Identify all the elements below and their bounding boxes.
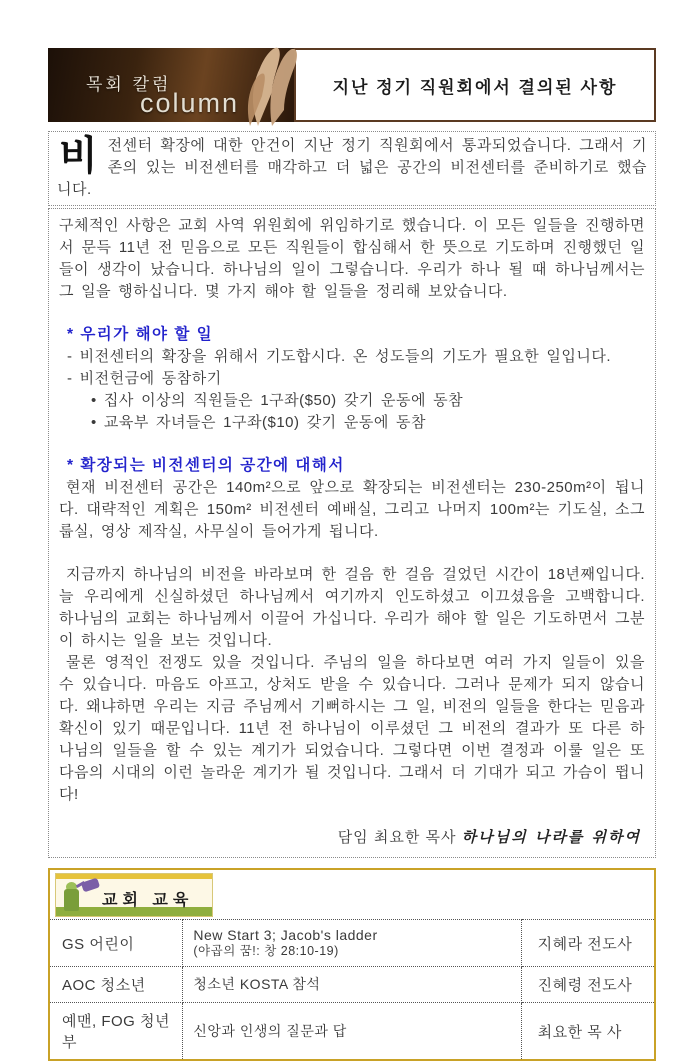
todo-subitem-2: • 교육부 자녀들은 1구좌($10) 갖기 운동에 동참 — [91, 414, 426, 431]
paragraph-space: 현재 비전센터 공간은 140m²으로 앞으로 확장되는 비전센터는 230-250m²이 됩니다. 대략적인 계획은 150m² 비전센터 예배실, 그리고 나머지 100m²는 기도실, 소그룹실, 영상 제작실, 사무실이 들어가게 됩니다. — [59, 479, 645, 540]
group-cell: 예맨, FOG 청년부 — [50, 1003, 183, 1060]
group-cell: GS 어린이 — [50, 920, 183, 967]
paragraph-3: 지금까지 하나님의 비전을 바라보며 한 걸음 한 걸음 걸었던 시간이 18년째입니다. 늘 우리에게 신실하셨던 하나님께서 여기까지 인도하셨고 이끄셨음을 고백합니다. 하나님의 교회는 하나님께서 이끌어 가십니다. 우리가 해야 할 일은 기도하면서 그분이 하시는 일을 보는 것입니다. — [59, 566, 646, 649]
teacher-cell: 최요한 목 사 — [521, 1003, 654, 1060]
topic-title: New Start 3; Jacob's ladder — [193, 927, 378, 943]
todo-subitem-1: • 집사 이상의 직원들은 1구좌($50) 갖기 운동에 동참 — [91, 392, 464, 409]
teacher-cell: 진혜령 전도사 — [521, 967, 654, 1003]
todo-item-1: - 비전센터의 확장을 위해서 기도합시다. 온 성도들의 기도가 필요한 일입니다. — [67, 348, 612, 365]
todo-item-2: - 비전헌금에 동참하기 — [67, 370, 222, 387]
dropcap: 비 — [59, 133, 98, 178]
banner-title-english: column — [140, 88, 240, 118]
section-heading-todo: * 우리가 해야 할 일 — [67, 326, 214, 343]
header — [48, 48, 656, 122]
column-title-box — [294, 48, 656, 122]
paragraph-4: 물론 영적인 전쟁도 있을 것입니다. 주님의 일을 하다보면 여러 가지 일들이 있을 수 있습니다. 마음도 아프고, 상처도 받을 수 있습니다. 그러나 문제가 되지 않습니다. 왜냐하면 우리는 지금 주님께서 기뻐하시는 그 일, 비전의 일들을 한다는 믿음과 확신이 있기 때문입니다. 11년 전 하나님이 이루셨던 그 비전의 결과가 또 다른 하나님의 일들을 할 수 있는 계기가 되었습니다. 그렇다면 이번 결정과 이룰 일은 또 다음의 시대의 이런 놀라운 계기가 될 것입니다. 그래서 더 기대가 되고 가슴이 뜁니다! — [59, 654, 645, 803]
topic-cell — [183, 920, 521, 967]
topic-cell — [183, 1003, 521, 1060]
section-heading-space: * 확장되는 비전센터의 공간에 대해서 — [67, 457, 345, 474]
watering-can-icon — [81, 878, 100, 893]
signature-line — [59, 826, 641, 849]
banner-yellow-strip — [56, 874, 212, 879]
church-education-section — [48, 868, 656, 1061]
education-table — [50, 919, 654, 1059]
signature-motto: 하나님의 나라를 위하여 — [461, 828, 641, 846]
intro-frame — [48, 131, 656, 206]
topic-subtitle: (야곱의 꿈!: 창 28:10-19) — [193, 944, 339, 958]
gardener-body-icon — [64, 889, 79, 911]
table-row — [50, 920, 654, 967]
signature-pastor: 담임 최요한 목사 — [337, 829, 457, 846]
education-banner-title: 교회 교육 — [102, 892, 194, 909]
topic-title: 청소년 KOSTA 참석 — [193, 976, 321, 992]
topic-cell — [183, 967, 521, 1003]
paragraph-1: 구체적인 사항은 교회 사역 위원회에 위임하기로 했습니다. 이 모든 일들을 진행하면서 문득 11년 전 믿음으로 모든 직원들이 합심해서 한 뜻으로 기도하며 진행했던 일들이 생각이 났습니다. 하나님의 일이 그렇습니다. 우리가 하나 될 때 하나님께서는 그 일을 행하십니다. 몇 가지 해야 할 일들을 정리해 보았습니다. — [59, 217, 646, 300]
table-row — [50, 967, 654, 1003]
topic-title: 신앙과 인생의 질문과 답 — [193, 1022, 347, 1039]
intro-paragraph: 전센터 확장에 대한 안건이 지난 정기 직원회에서 통과되었습니다. 그래서 기존의 있는 비전센터를 매각하고 더 넓은 공간의 비전센터를 준비하기로 했습니다. — [57, 137, 647, 198]
banner-title-korean: 목회 칼럼 — [86, 75, 172, 94]
church-education-banner — [55, 873, 213, 917]
column-body-frame — [48, 208, 656, 858]
group-cell: AOC 청소년 — [50, 967, 183, 1003]
table-row — [50, 1003, 654, 1060]
teacher-cell: 지혜라 전도사 — [521, 920, 654, 967]
page-title: 지난 정기 직원회에서 결의된 사항 — [332, 77, 618, 97]
pastoral-column-banner — [48, 48, 294, 122]
